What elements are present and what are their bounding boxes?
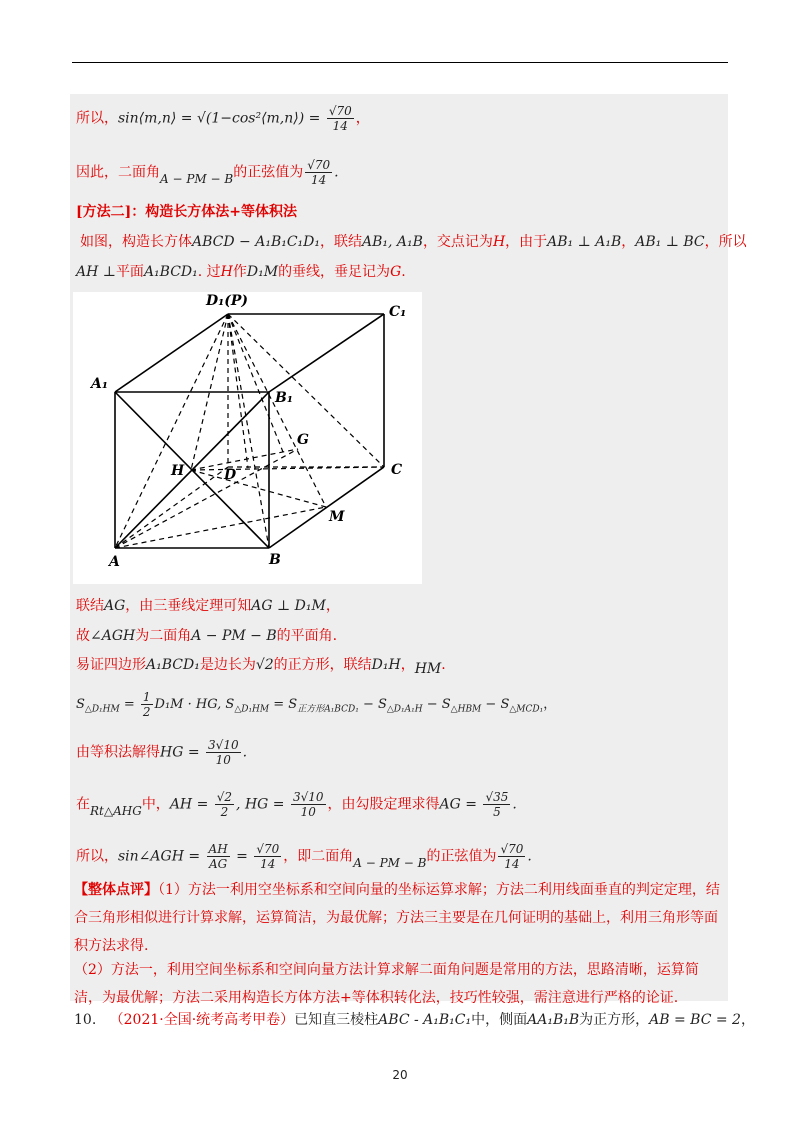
numerator: √2 [216,790,233,804]
formula: AG = [439,796,482,813]
text: 中， [141,796,170,813]
denominator: 10 [215,753,231,767]
label-A: A [109,554,120,570]
fraction [207,842,230,871]
text: 的正弦值为 [233,164,304,181]
numerator: 3√10 [292,790,324,804]
denominator: 10 [300,805,316,819]
text: . [512,796,517,813]
subscript: △HBM [450,704,482,715]
text: 平面 [115,264,144,280]
formula: AB₁ ⊥ BC [635,234,705,250]
formula: − S [358,697,387,712]
denominator: 5 [493,805,501,819]
text: ， [325,598,340,614]
formula: = [119,697,139,712]
text: 是边长为 [199,657,256,673]
label-D: D [224,467,237,483]
denominator: AG [208,857,228,871]
numerator: AH [208,842,228,856]
line-plane-angle [76,626,337,646]
point-label: H [492,234,506,250]
comment-label: 【整体点评】 [74,882,158,898]
numerator: √70 [307,158,331,172]
text: 所以， [76,848,118,865]
line-perpendicular [76,262,406,282]
cuboid-diagram [73,292,422,584]
formula: , HG = [236,796,289,813]
subscript: △D₁HM [234,704,270,715]
text: ，交点记为 [422,234,493,250]
line-final-sin [76,842,532,871]
text: 易证四边形 [76,657,146,673]
text: 为二面角 [135,628,192,644]
text: 故 [76,628,90,644]
text: . [441,657,446,673]
point-label: H [220,264,233,280]
label-A1: A₁ [91,376,108,392]
label-M: M [329,509,345,525]
line-construct [80,232,747,252]
text: 作 [232,264,247,280]
label-B: B [269,552,281,568]
line-AM [115,507,326,548]
formula: AA₁B₁B [527,1012,580,1028]
line-three-perp [76,596,340,616]
text: 如图，构造长方体 [80,234,192,250]
fraction [327,104,354,133]
fraction [291,790,326,819]
edge-A1D1 [115,314,228,392]
line-AG [115,449,298,548]
header-rule [72,62,728,63]
text: ， [621,234,636,250]
question-number: 10. [74,1012,97,1028]
line-conclusion [76,158,339,187]
line-D1M [228,314,326,507]
edge-B1C1 [269,314,384,392]
subscript: △D₁HM [84,704,120,715]
text: ，联结 [320,234,363,250]
text: . [334,164,339,181]
text: 由等积法解得 [76,744,160,761]
label-C: C [391,462,403,478]
formula: AB = BC = 2 [649,1012,741,1028]
text: 中，侧面 [471,1012,528,1028]
formula: D₁M · HG, S [154,697,235,712]
formula: HG = [160,744,205,761]
line-equal-volume [76,738,247,767]
edge-AD [115,467,228,548]
denominator: 14 [504,857,520,871]
comment-text: （2）方法一，利用空间坐标系和空间向量方法计算求解二面角问题是常用的方法，思路清晰，运算简洁，为最优解；方法二采用构造长方体方法+等体积转化法，技巧性较强，需注意进行严格的论证. [74,962,699,1006]
text: . [242,744,248,761]
fraction [206,738,241,767]
text: ， [543,697,557,712]
text: 的正方形，联结 [273,657,372,673]
formula: − S [481,697,510,712]
text: 联结 [76,598,104,614]
label-C1: C₁ [389,304,407,320]
text: 已知直三棱柱 [294,1012,379,1028]
formula: AG [104,598,126,614]
text: 为正方形， [579,1012,650,1028]
text: ，由三垂线定理可知 [125,598,252,614]
formula: HM [414,661,442,677]
numerator: √70 [500,842,524,856]
numerator: 3√10 [208,738,239,752]
point-label: G [390,264,402,280]
edge-BC [269,467,384,548]
line-HC [191,467,384,470]
formula: A₁BCD₁ [146,657,200,673]
formula: D₁H [371,657,401,673]
denominator: 2 [142,705,151,719]
line-square [76,655,446,675]
text: ，所以 [704,234,747,250]
text: ，由勾股定理求得 [327,796,440,813]
line-D1A [115,314,228,548]
fraction [483,790,510,819]
line-D1-ray [228,314,248,468]
label-D1P: D₁(P) [206,293,249,309]
denominator: 2 [220,805,229,819]
text: ， [740,1012,755,1028]
formula: D₁M [246,264,279,280]
cuboid-figure [73,292,422,584]
numerator: √70 [256,842,280,856]
text: ，由于 [505,234,548,250]
formula: ABCD − A₁B₁C₁D₁ [192,234,321,250]
method2-title: [方法二]：构造长方体法+等体积法 [76,204,297,220]
text: 的平面角. [276,628,338,644]
denominator: 14 [332,119,348,133]
formula: A₁BCD₁ [143,264,198,280]
question-10 [74,1010,755,1030]
line-area-formula [76,690,556,720]
line-HG [191,449,298,470]
fraction [215,790,234,819]
text: 所以， [76,110,118,127]
denominator: 14 [260,857,276,871]
formula: ABC - A₁B₁C₁ [378,1012,472,1028]
subscript: △MCD₁ [509,704,544,715]
text: . [401,264,406,280]
label-B1: B₁ [275,390,293,406]
text: ，即二面角 [283,848,354,865]
overall-comment-2 [74,956,724,1012]
formula: − S [422,697,451,712]
formula: sin∠AGH = [118,848,205,865]
text: 因此，二面角 [76,164,160,181]
formula: sin⟨m,n⟩ = √(1−cos²⟨m,n⟩) = [118,110,325,127]
formula: = S [269,697,298,712]
line-sin-formula [76,104,370,133]
fraction [141,690,153,719]
formula: A − PM − B [353,855,427,870]
comment-text: （1）方法一利用空坐标系和空间向量的坐标运算求解；方法二利用线面垂直的判定定理，结合三角形相似进行计算求解，运算简洁，为最优解；方法三主要是在几何证明的基础上，利用三角形等面积方法求得. [74,882,720,954]
fraction [305,158,332,187]
formula: AH ⊥ [76,264,116,280]
fraction [498,842,525,871]
formula: A − PM − B [160,171,234,186]
formula: AH = [169,796,213,813]
numerator: 1 [142,690,151,704]
numerator: √70 [328,104,352,118]
text: . [527,848,532,865]
subscript: 正方形A₁BCD₁ [297,704,359,715]
formula: = [231,848,253,865]
formula: S [76,697,85,712]
formula: √2 [255,657,274,673]
label-H: H [171,463,185,479]
text: . 过 [197,264,221,280]
question-source: （2021·全国·统考高考甲卷） [109,1012,295,1028]
formula: AB₁ ⊥ A₁B [547,234,622,250]
numerator: √35 [485,790,509,804]
formula: ∠AGH [90,628,136,644]
formula: AG ⊥ D₁M [251,598,326,614]
denominator: 14 [311,173,327,187]
formula: A − PM − B [191,628,277,644]
label-G: G [297,432,309,448]
text: 的垂线，垂足记为 [278,264,391,280]
overall-comment-1 [74,876,724,960]
line-pythagoras [76,790,517,819]
text: ， [400,657,415,673]
text: 在 [76,796,90,813]
formula: AB₁, A₁B [362,234,423,250]
formula: Rt△AHG [90,803,142,818]
text: 的正弦值为 [426,848,497,865]
page-number: 20 [392,1068,408,1082]
subscript: △D₁A₁H [386,704,423,715]
text: ， [355,110,370,127]
line-D1-ray2 [228,314,283,452]
fraction [254,842,281,871]
